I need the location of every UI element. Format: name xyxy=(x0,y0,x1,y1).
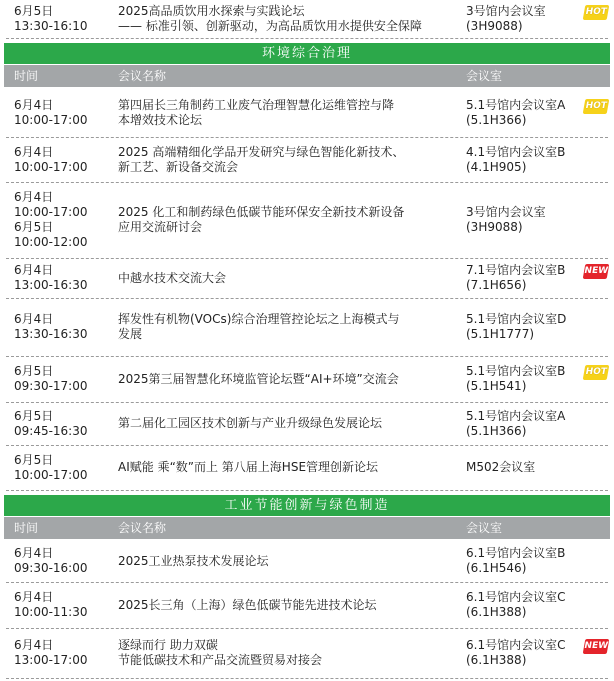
name-line: AI赋能 乘“数”而上 第八届上海HSE管理创新论坛 xyxy=(118,460,379,474)
name-line: 应用交流研讨会 xyxy=(118,220,203,234)
time-line: 6月5日 xyxy=(14,4,54,18)
cell-time xyxy=(14,190,112,250)
section-title: 工业节能创新与绿色制造 xyxy=(4,495,610,516)
name-line: 第四届长三角制药工业废气治理智慧化运维管控与降 xyxy=(118,98,395,112)
header-room: 会议室 xyxy=(466,69,503,83)
time-line: 13:00-17:00 xyxy=(14,653,88,667)
session-row[interactable] xyxy=(0,298,614,356)
cell-name xyxy=(118,98,464,128)
time-line: 6月4日 xyxy=(14,263,54,277)
time-line: 13:30-16:30 xyxy=(14,327,88,341)
cell-name xyxy=(118,372,464,387)
room-line: 7.1号馆内会议室B xyxy=(466,263,566,277)
cell-time xyxy=(14,263,112,293)
hot-badge-icon: HOT xyxy=(583,99,610,114)
room-line: (3H9088) xyxy=(466,220,523,234)
time-line: 10:00-11:30 xyxy=(14,605,88,619)
cell-time xyxy=(14,312,112,342)
name-line: 2025高品质饮用水探索与实践论坛 xyxy=(118,4,305,18)
cell-room xyxy=(466,263,588,293)
cell-time xyxy=(14,409,112,439)
header-name: 会议名称 xyxy=(118,521,167,535)
cell-time xyxy=(14,453,112,483)
cell-name xyxy=(118,271,464,286)
time-line: 10:00-17:00 xyxy=(14,468,88,482)
session-row[interactable] xyxy=(0,628,614,678)
room-line: (5.1H366) xyxy=(466,424,527,438)
session-row[interactable] xyxy=(0,582,614,628)
time-line: 6月5日 xyxy=(14,364,54,378)
room-line: 5.1号馆内会议室D xyxy=(466,312,567,326)
room-line: 6.1号馆内会议室C xyxy=(466,638,566,652)
hot-badge-icon: HOT xyxy=(583,365,610,380)
session-row[interactable] xyxy=(0,89,614,137)
room-line: M502会议室 xyxy=(466,460,536,474)
row-divider xyxy=(6,678,608,679)
section-title: 环境综合治理 xyxy=(4,43,610,64)
cell-room xyxy=(466,4,588,34)
table-header xyxy=(4,517,610,539)
cell-time xyxy=(14,98,112,128)
time-line: 6月4日 xyxy=(14,546,54,560)
time-line: 6月5日 xyxy=(14,220,54,234)
room-line: 6.1号馆内会议室C xyxy=(466,590,566,604)
room-line: (7.1H656) xyxy=(466,278,527,292)
cell-room xyxy=(466,546,588,576)
time-line: 6月4日 xyxy=(14,312,54,326)
session-row[interactable] xyxy=(0,258,614,298)
cell-time xyxy=(14,4,112,34)
cell-name xyxy=(118,312,464,342)
cell-name xyxy=(118,460,464,475)
cell-name xyxy=(118,598,464,613)
session-row[interactable] xyxy=(0,182,614,258)
row-divider xyxy=(6,38,608,39)
room-line: (5.1H1777) xyxy=(466,327,535,341)
time-line: 13:30-16:10 xyxy=(14,19,88,33)
time-line: 6月4日 xyxy=(14,145,54,159)
time-line: 09:30-16:00 xyxy=(14,561,88,575)
cell-room xyxy=(466,590,588,620)
new-badge-icon: NEW xyxy=(583,264,610,279)
time-line: 6月4日 xyxy=(14,190,54,204)
name-line: 2025第三届智慧化环境监管论坛暨“AI+环境”交流会 xyxy=(118,372,399,386)
room-line: 5.1号馆内会议室A xyxy=(466,98,566,112)
header-name: 会议名称 xyxy=(118,69,167,83)
room-line: 6.1号馆内会议室B xyxy=(466,546,566,560)
time-line: 6月5日 xyxy=(14,409,54,423)
name-line: 2025 高端精细化学品开发研究与绿色智能化新技术、 xyxy=(118,145,405,159)
session-row[interactable] xyxy=(0,137,614,182)
header-time: 时间 xyxy=(14,521,39,535)
name-line: 发展 xyxy=(118,327,143,341)
cell-time xyxy=(14,145,112,175)
session-row[interactable] xyxy=(0,356,614,402)
name-line: 本增效技术论坛 xyxy=(118,113,203,127)
name-line: 挥发性有机物(VOCs)综合治理管控论坛之上海模式与 xyxy=(118,312,400,326)
hot-badge-icon: HOT xyxy=(583,5,610,20)
cell-time xyxy=(14,364,112,394)
time-line: 6月4日 xyxy=(14,98,54,112)
room-line: (4.1H905) xyxy=(466,160,527,174)
room-line: (6.1H388) xyxy=(466,653,527,667)
cell-name xyxy=(118,205,464,235)
time-line: 10:00-17:00 xyxy=(14,205,88,219)
time-line: 10:00-17:00 xyxy=(14,113,88,127)
cell-time xyxy=(14,546,112,576)
cell-name xyxy=(118,416,464,431)
name-line: 逐绿而行 助力双碳 xyxy=(118,638,218,652)
cell-room xyxy=(466,312,588,342)
time-line: 09:45-16:30 xyxy=(14,424,88,438)
session-row[interactable] xyxy=(0,0,614,38)
time-line: 6月4日 xyxy=(14,638,54,652)
session-row[interactable] xyxy=(0,540,614,582)
header-room: 会议室 xyxy=(466,521,503,535)
name-line: 第二届化工园区技术创新与产业升级绿色发展论坛 xyxy=(118,416,383,430)
cell-name xyxy=(118,554,464,569)
name-line: 中越水技术交流大会 xyxy=(118,271,227,285)
cell-time xyxy=(14,590,112,620)
name-line: 新工艺、新设备交流会 xyxy=(118,160,239,174)
time-line: 10:00-12:00 xyxy=(14,235,88,249)
cell-room xyxy=(466,98,588,128)
room-line: (6.1H546) xyxy=(466,561,527,575)
name-line: —— 标准引领、创新驱动，为高品质饮用水提供安全保障 xyxy=(118,19,422,33)
time-line: 10:00-17:00 xyxy=(14,160,88,174)
cell-name xyxy=(118,145,464,175)
room-line: (5.1H541) xyxy=(466,379,527,393)
room-line: (3H9088) xyxy=(466,19,523,33)
cell-room xyxy=(466,364,588,394)
name-line: 节能低碳技术和产品交流暨贸易对接会 xyxy=(118,653,323,667)
session-row[interactable] xyxy=(0,402,614,445)
cell-room xyxy=(466,460,588,475)
name-line: 2025 化工和制药绿色低碳节能环保安全新技术新设备 xyxy=(118,205,405,219)
room-line: (5.1H366) xyxy=(466,113,527,127)
room-line: 3号馆内会议室 xyxy=(466,4,546,18)
session-row[interactable] xyxy=(0,445,614,490)
cell-name xyxy=(118,4,464,34)
row-divider xyxy=(6,490,608,491)
table-header xyxy=(4,65,610,87)
time-line: 6月5日 xyxy=(14,453,54,467)
cell-name xyxy=(118,638,464,668)
new-badge-icon: NEW xyxy=(583,639,610,654)
header-time: 时间 xyxy=(14,69,39,83)
room-line: (6.1H388) xyxy=(466,605,527,619)
name-line: 2025长三角（上海）绿色低碳节能先进技术论坛 xyxy=(118,598,377,612)
room-line: 4.1号馆内会议室B xyxy=(466,145,566,159)
time-line: 6月4日 xyxy=(14,590,54,604)
name-line: 2025工业热泵技术发展论坛 xyxy=(118,554,269,568)
room-line: 5.1号馆内会议室A xyxy=(466,409,566,423)
cell-room xyxy=(466,638,588,668)
time-line: 13:00-16:30 xyxy=(14,278,88,292)
time-line: 09:30-17:00 xyxy=(14,379,88,393)
cell-room xyxy=(466,145,588,175)
cell-room xyxy=(466,205,588,235)
cell-time xyxy=(14,638,112,668)
cell-room xyxy=(466,409,588,439)
room-line: 5.1号馆内会议室B xyxy=(466,364,566,378)
room-line: 3号馆内会议室 xyxy=(466,205,546,219)
